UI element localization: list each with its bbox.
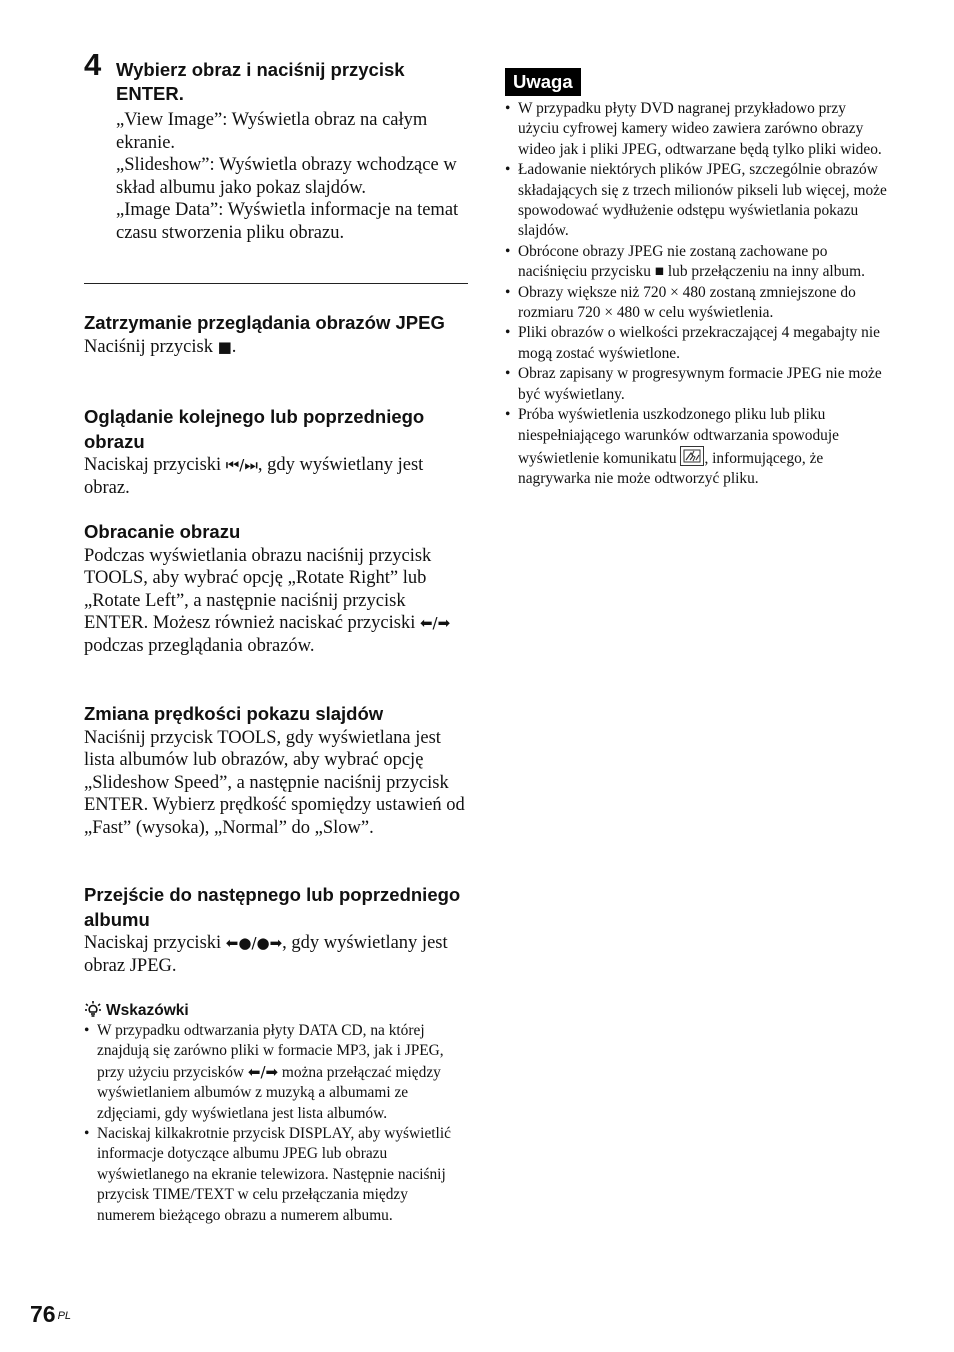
note-heading: Uwaga: [505, 68, 581, 96]
section-stop-viewing: [84, 311, 468, 358]
list-item: • Obrazy większe niż 720 × 480 zostaną zmniejszone do rozmiaru 720 × 480 w celu wyświetlenia.: [505, 283, 890, 324]
step-line-image-data: „Image Data”: Wyświetla informacje na temat czasu stworzenia pliku obrazu.: [116, 200, 459, 243]
left-right-arrow-icon: ⬅/➡: [419, 614, 451, 633]
album-arrow-icon: ⬅●/●➡: [225, 934, 283, 952]
section-rotate-image: [84, 520, 468, 657]
stop-icon: ■: [217, 337, 232, 356]
section-text: Naciskaj przyciski ⬅●/●➡, gdy wyświetlany jest obraz JPEG.: [84, 933, 448, 976]
step-description: [116, 109, 471, 245]
section-heading: Zatrzymanie przeglądania obrazów JPEG: [84, 312, 445, 333]
page-number: 76 $^{PL}$: [30, 1301, 72, 1327]
section-next-previous-album: [84, 883, 468, 977]
section-text: Naciśnij przycisk TOOLS, gdy wyświetlana jest lista albumów lub obrazów, aby wybrać opcję „Slideshow Speed”, a następnie naciśnij przycisk ENTER. Wybierz prędkość spomiędzy ustawień od „Fast” (wysoka), „Normal” do „Slow”.: [84, 727, 465, 838]
page-language: PL: [57, 1310, 72, 1322]
list-item: • Naciskaj kilkakrotnie przycisk DISPLAY, aby wyświetlić informacje dotyczące albumu JPEG lub obrazu wyświetlanego na ekranie telewizora. Następnie naciśnij przycisk TIME/TEXT w celu przełączania między numerem bieżącego obrazu a numerem albumu.: [84, 1124, 468, 1226]
step-line-view-image: „View Image”: Wyświetla obraz na całym ekranie.: [116, 110, 428, 153]
section-divider: [84, 283, 468, 284]
section-heading: Zmiana prędkości pokazu slajdów: [84, 703, 384, 724]
step-heading: Wybierz obraz i naciśnij przycisk ENTER.: [116, 59, 405, 104]
section-text: Podczas wyświetlania obrazu naciśnij przycisk TOOLS, aby wybrać opcję „Rotate Right” lub „Rotate Left”, a następnie naciśnij przycisk ENTER. Możesz również naciskać przyciski ⬅/➡ podczas przeglądania obrazów.: [84, 545, 451, 656]
step-line-slideshow: „Slideshow”: Wyświetla obrazy wchodzące w skład albumu jako pokaz slajdów.: [116, 155, 457, 198]
broken-image-icon: [680, 446, 704, 466]
section-heading: Przejście do następnego lub poprzedniego albumu: [84, 884, 461, 930]
section-heading: Oglądanie kolejnego lub poprzedniego obrazu: [84, 406, 425, 452]
tips-block: [84, 1000, 468, 1226]
list-item: • Obraz zapisany w progresywnym formacie JPEG nie może być wyświetlany.: [505, 364, 890, 405]
tips-list: [84, 1021, 468, 1226]
section-next-previous-image: [84, 405, 468, 499]
note-list: [505, 99, 890, 490]
lightbulb-icon: [84, 1000, 102, 1018]
prev-next-icon: ⏮/⏭: [225, 456, 258, 474]
section-heading: Obracanie obrazu: [84, 521, 241, 542]
section-text: Naciśnij przycisk ■.: [84, 336, 237, 357]
left-right-arrow-icon: ⬅/➡: [247, 1062, 279, 1081]
section-slideshow-speed: [84, 702, 468, 839]
section-text: Naciskaj przyciski ⏮/⏭, gdy wyświetlany jest obraz.: [84, 455, 424, 498]
list-item: • Obrócone obrazy JPEG nie zostaną zachowane po naciśnięciu przycisku ■ lub przełączeniu na inny album.: [505, 242, 890, 283]
step-number: 4: [84, 47, 102, 82]
list-item: • Ładowanie niektórych plików JPEG, szczególnie obrazów składających się z trzech milionów pikseli lub więcej, może spowodować wydłużenie odstępu wyświetlania pokazu slajdów.: [505, 160, 890, 242]
list-item: • Próba wyświetlenia uszkodzonego pliku lub pliku niespełniającego warunków odtwarzania spowoduje wyświetlenie komunikatu , informującego, że nagrywarka nie może odtworzyć pliku.: [505, 405, 890, 490]
list-item: • W przypadku odtwarzania płyty DATA CD, na której znajdują się zarówno pliki w formacie MP3, jak i JPEG, przy użyciu przycisków ⬅/➡ można przełączać między wyświetlaniem albumów z muzyką a albumami ze zdjęciami, gdy wyświetlana jest lista albumów.: [84, 1021, 468, 1124]
list-item: • Pliki obrazów o wielkości przekraczającej 4 megabajty nie mogą zostać wyświetlone.: [505, 323, 890, 364]
tips-heading: Wskazówki: [84, 1000, 468, 1021]
list-item: • W przypadku płyty DVD nagranej przykładowo przy użyciu cyfrowej kamery wideo zawiera zarówno obrazy wideo jak i pliki JPEG, odtwarzane będą tylko pliki wideo.: [505, 99, 890, 160]
